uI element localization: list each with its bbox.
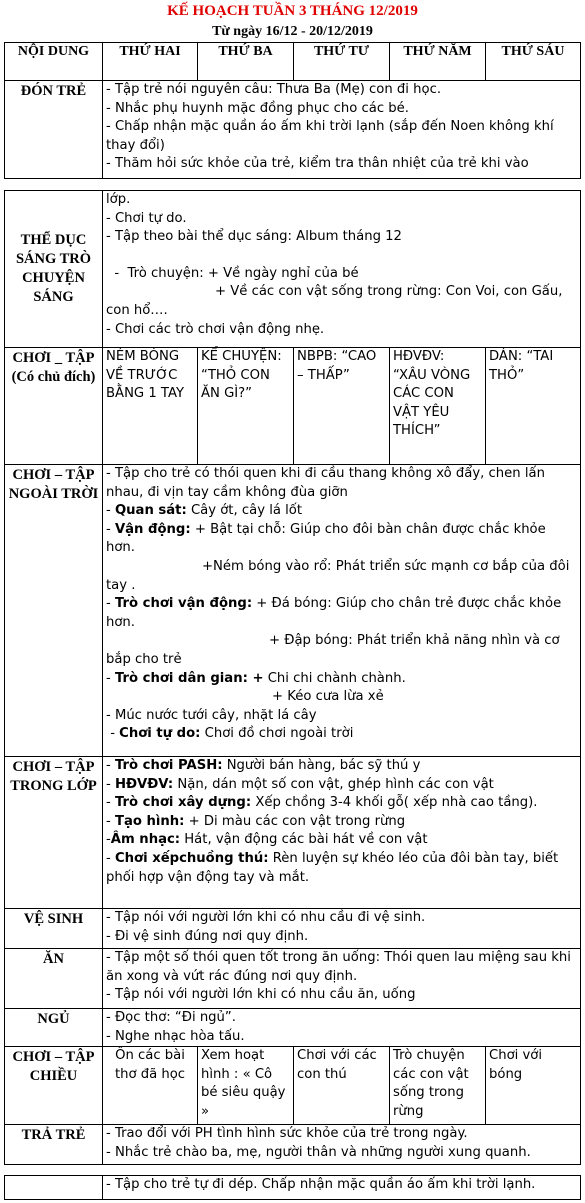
header-thu-ba: THỨ BA [198,43,294,81]
text-line: - Trò chuyện: + Về ngày nghỉ của bé [106,265,359,281]
text-line: - Chơi tự do. [106,210,187,226]
text-span: + Đá bóng: Giúp cho chân trẻ được chắc khỏe hơn. [106,596,562,630]
bold-label: Quan sát: [114,503,187,519]
text-line: - Đi vệ sinh đúng nơi quy định. [106,928,309,944]
row-ngoai-troi [5,465,581,757]
bold-label: Trò chơi PASH: [114,758,223,773]
bold-label: Vận động: [114,521,191,537]
text-line: - Trò chơi xây dựng: Xếp chồng 3-4 khối gỗ( xếp nhà cao tầng). [106,795,538,811]
text-line: - Quan sát: Cây ớt, cây lá lốt [106,503,303,519]
text-span: Rèn luyện sự khéo léo của đôi bàn tay, biết phối hợp vận động tay và mắt. [106,850,559,885]
bold-label: Trò chơi xây dựng: [114,795,252,811]
text-line: - Chơi tự do: Chơi đồ chơi ngoài trời [106,726,354,742]
text-line: + Về các con vật sống trong rừng: Con Voi, con Gấu, con hổ…. [106,284,567,318]
cell-thu-tu: NBPB: “CAO – THẤP” [294,348,390,465]
text-line: - Trò chơi dân gian: + Chi chi chành chành. [106,670,406,686]
text-line: - Chơi các trò chơi vận động nhẹ. [106,321,325,337]
cell-thu-ba: KỂ CHUYỆN: “THỎ CON ĂN GÌ?” [198,348,294,465]
content-don-tre [103,81,581,179]
content-bottom: - Tập cho trẻ tự đi dép. Chấp nhận mặc quần áo ấm khi trời lạnh. [103,1176,581,1200]
bold-label: Chơi tự do: [119,726,201,742]
label-choi-tap: CHƠI _ TẬP (Có chủ đích) [5,348,103,465]
text-line: -Âm nhạc: Hát, vận động các bài hát về con vật [106,832,428,848]
text-line: - Trao đổi với PH tình hình sức khỏe của trẻ trong ngày. [106,1126,468,1142]
text-line: - Nhắc phụ huynh mặc đồng phục cho các bé. [106,100,409,116]
cell-thu-nam: Trò chuyện các con vật sống trong rừng [390,1047,486,1125]
bold-label: Trò chơi vận động: [114,596,253,612]
row-ve-sinh [5,909,581,949]
text-span: Chơi đồ chơi ngoài trời [200,726,354,742]
label-trong-lop: CHƠI – TẬP TRONG LỚP [5,757,103,909]
bold-label: Chơi xếpchuồng thú: [114,850,269,866]
row-trong-lop [5,757,581,909]
cell-thu-hai: NÉM BÓNG VỀ TRƯỚC BẰNG 1 TAY [103,348,198,465]
label-ngu: NGỦ [5,1009,103,1047]
text-line [106,247,577,265]
text-span: Cây ớt, cây lá lốt [186,503,303,519]
text-line: - Nhắc trẻ chào ba, mẹ, người thân và những người xung quanh. [106,1144,531,1160]
text-line: - Trò chơi vận động: + Đá bóng: Giúp cho chân trẻ được chắc khỏe hơn. [106,596,562,630]
text-line: lớp. [106,192,131,207]
content-ngu [103,1009,581,1047]
label-ngoai-troi: CHƠI – TẬP NGOÀI TRỜI [5,465,103,757]
text-line: - Tập nói với người lớn khi có nhu cầu ăn, uống [106,987,416,1003]
text-line: +Ném bóng vào rổ: Phát triển sức mạnh cơ bắp của đôi tay . [106,558,570,593]
row-ngu [5,1009,581,1047]
schedule-table-top [4,42,581,179]
header-thu-hai: THỨ HAI [103,43,198,81]
text-line: + Kéo cưa lừa xẻ [272,689,384,705]
label-empty [5,1176,103,1200]
text-line: - Tập một số thói quen tốt trong ăn uống: Thói quen lau miệng sau khi ăn xong và vứt rác đúng nơi quy định. [106,950,571,984]
bold-label: Âm nhạc: [110,832,181,848]
text-line: - Tập trẻ nói nguyên câu: Thưa Ba (Mẹ) con đi học. [106,82,442,97]
text-span: Nặn, dán một số con vật, ghép hình các con vật [173,776,494,792]
content-the-duc [103,191,581,348]
row-the-duc [5,191,581,348]
text-line: - Thăm hỏi sức khỏe của trẻ, kiểm tra thân nhiệt của trẻ khi vào [106,156,529,172]
label-an: ĂN [5,949,103,1009]
bold-label: Tạo hình: [114,813,185,829]
text-line: - Múc nước tưới cây, nhặt lá cây [106,707,317,723]
bold-label: Trò chơi dân gian: + [114,670,264,686]
text-span: Hát, vận động các bài hát về con vật [180,832,428,848]
content-trong-lop [103,757,581,909]
text-span: Xếp chồng 3-4 khối gỗ( xếp nhà cao tầng). [251,795,538,811]
text-line: - Đọc thơ: “Đi ngủ”. [106,1010,236,1025]
page-title: KẾ HOẠCH TUẦN 3 THÁNG 12/2019 [167,3,418,19]
cell-thu-ba: Xem hoạt hình : « Cô bé siêu quậy » [198,1047,294,1125]
text-line: - Tạo hình: + Di màu các con vật trong rừng [106,813,406,829]
text-span: Người bán hàng, bác sỹ thú y [222,758,421,773]
text-line: - Vận động: + Bật tại chỗ: Giúp cho đôi bàn chân được chắc khỏe hơn. [106,521,546,556]
content-ve-sinh [103,909,581,949]
cell-thu-tu: Chơi với các con thú [294,1047,390,1125]
content-an [103,949,581,1009]
text-span: + Di màu các con vật trong rừng [184,813,406,829]
row-choi-tap [5,348,581,465]
content-ngoai-troi [103,465,581,757]
header-row [5,43,581,81]
label-tra-tre: TRẢ TRẺ [5,1125,103,1165]
text-line: - Tập nói với người lớn khi có nhu cầu đi vệ sinh. [106,910,426,925]
content-tra-tre [103,1125,581,1165]
date-range: Từ ngày 16/12 - 20/12/2019 [212,24,373,39]
row-tra-tre [5,1125,581,1165]
cell-thu-hai: Ôn các bài thơ đã học [103,1047,198,1125]
text-line: - Trò chơi PASH: Người bán hàng, bác sỹ thú y [106,758,421,773]
row-bottom [5,1176,581,1200]
row-an [5,949,581,1009]
label-the-duc: THỂ DỤC SÁNG TRÒ CHUYỆN SÁNG [5,191,103,348]
text-line: - Nghe nhạc hòa tấu. [106,1028,245,1044]
text-span: Chi chi chành chành. [263,670,406,686]
text-line: - Chấp nhận mặc quần áo ấm khi trời lạnh (sắp đến Noen không khí thay đổi) [106,119,554,153]
cell-thu-sau: Chơi với bóng [486,1047,581,1125]
label-chieu: CHƠI – TẬP CHIỀU [5,1047,103,1125]
text-line: + Đập bóng: Phát triển khả năng nhìn và cơ bắp cho trẻ [106,633,560,667]
text-span: + Bật tại chỗ: Giúp cho đôi bàn chân được chắc khỏe hơn. [106,521,546,556]
header-noi-dung: NỘI DUNG [5,43,103,81]
text-line: - Chơi xếpchuồng thú: Rèn luyện sự khéo léo của đôi bàn tay, biết phối hợp vận động tay và mắt. [106,850,559,885]
label-ve-sinh: VỆ SINH [5,909,103,949]
cell-thu-sau: DÁN: “TAI THỎ” [486,348,581,465]
row-don-tre [5,81,581,179]
text-line: - Tập theo bài thể dục sáng: Album tháng 12 [106,229,402,245]
text-line: - Tập cho trẻ có thói quen khi đi cầu thang không xô đẩy, chen lấn nhau, đi vịn tay cầm không đùa giỡn [106,466,545,500]
cell-thu-nam: HĐVĐV: “XÂU VÒNG CÁC CON VẬT YÊU THÍCH” [390,348,486,465]
bold-label: HĐVĐV: [114,776,174,792]
label-don-tre: ĐÓN TRẺ [5,81,103,179]
row-chieu [5,1047,581,1125]
header-thu-tu: THỨ TƯ [294,43,390,81]
header-thu-nam: THỨ NĂM [390,43,486,81]
schedule-table-main [4,190,581,1165]
schedule-table-bottom [4,1175,581,1200]
header-thu-sau: THỨ SÁU [486,43,581,81]
text-line: - HĐVĐV: Nặn, dán một số con vật, ghép hình các con vật [106,776,494,792]
